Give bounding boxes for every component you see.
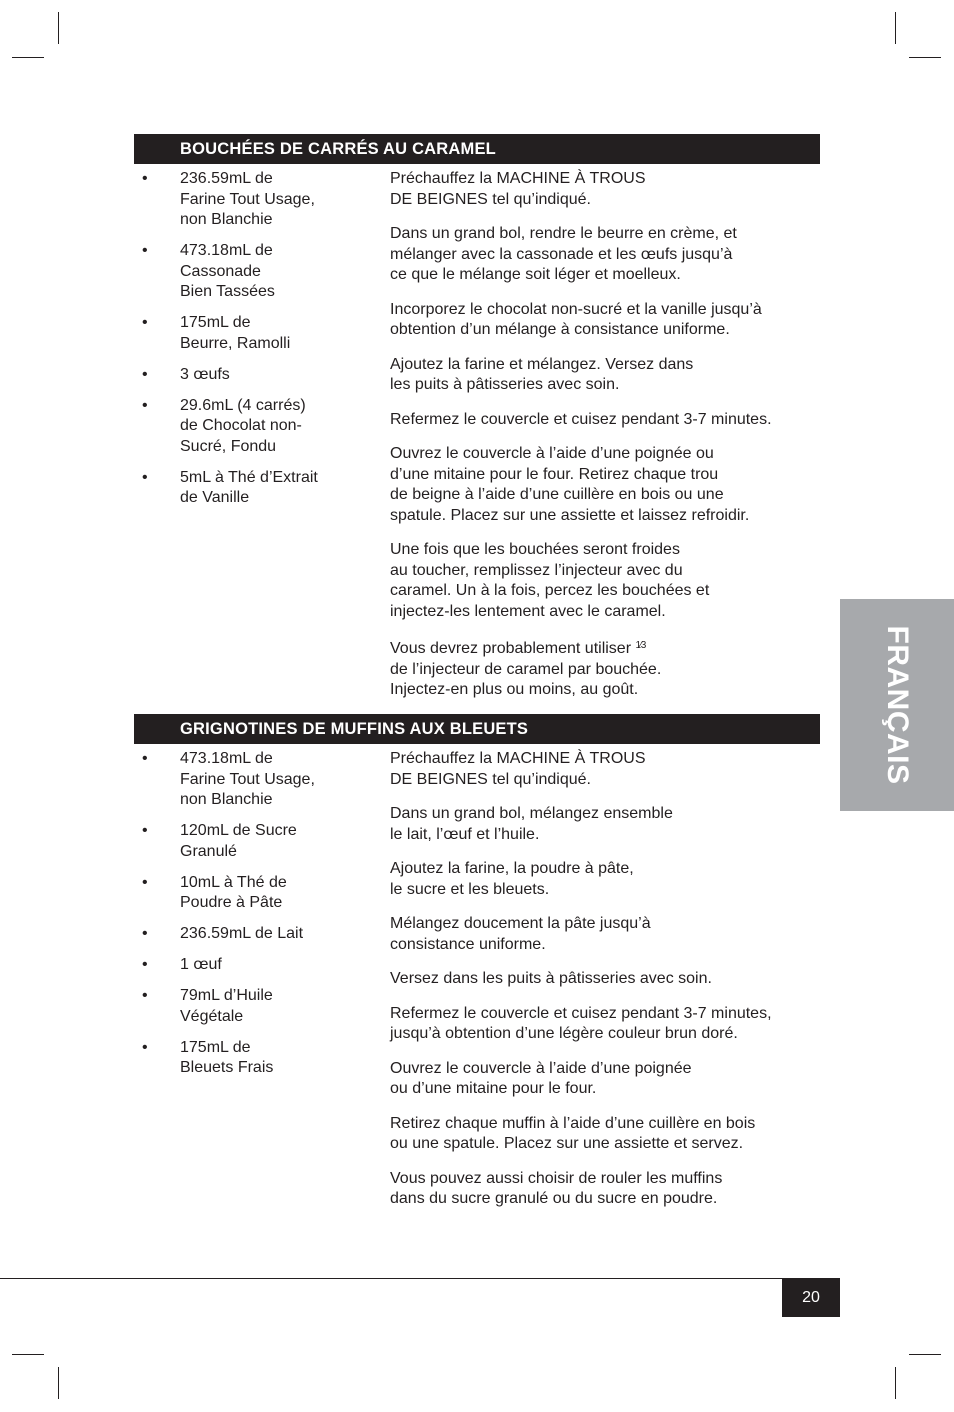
- instruction-step: Refermez le couvercle et cuisez pendant 3-7 minutes.: [390, 410, 772, 428]
- instruction-step: Dans un grand bol, rendre le beurre en crème, et mélanger avec la cassonade et les œufs jusqu’à ce que le mélange soit léger et moelleux.: [390, 225, 737, 283]
- ingredient-item: [134, 365, 374, 386]
- instruction-step: Vous pouvez aussi choisir de rouler les muffins dans du sucre granulé ou du sucre en poudre.: [390, 1169, 723, 1207]
- ingredient-text: 10mL à Thé de Poudre à Pâte: [180, 873, 287, 911]
- ingredient-text: 29.6mL (4 carrés) de Chocolat non- Sucré, Fondu: [180, 396, 306, 455]
- ingredient-text: 3 œufs: [180, 365, 230, 383]
- crop-mark: [58, 12, 59, 44]
- ingredient-item: [134, 396, 374, 458]
- ingredient-item: [134, 873, 374, 914]
- crop-mark: [12, 57, 44, 58]
- language-tab: [840, 599, 954, 811]
- crop-mark: [895, 1367, 896, 1399]
- ingredient-list: [134, 169, 374, 519]
- bullet-icon: •: [142, 873, 148, 891]
- ingredient-text: 236.59mL de Lait: [180, 925, 304, 942]
- ingredient-item: [134, 955, 374, 976]
- crop-mark: [909, 57, 941, 58]
- page-number: 20: [782, 1278, 840, 1317]
- ingredient-text: 236.59mL de Farine Tout Usage, non Blanchie: [180, 170, 315, 228]
- crop-mark: [909, 1354, 941, 1355]
- ingredient-item: [134, 924, 374, 945]
- bullet-icon: •: [142, 314, 148, 331]
- instruction-step: Mélangez doucement la pâte jusqu’à consistance uniforme.: [390, 915, 651, 953]
- instruction-step: [390, 636, 830, 701]
- ingredient-item: [134, 986, 374, 1027]
- instruction-step: Ouvrez le couvercle à l’aide d’une poignée ou d’une mitaine pour le four. Retirez chaque trou de beigne à l’aide d’une cuillère en bois ou une spatule. Placez sur une assiette et laissez refroidir.: [390, 445, 750, 524]
- instruction-step: Préchauffez la MACHINE À TROUS DE BEIGNES tel qu’indiqué.: [390, 750, 646, 788]
- crop-mark: [58, 1367, 59, 1399]
- ingredient-text: 120mL de Sucre Granulé: [180, 822, 297, 860]
- bullet-icon: •: [142, 170, 148, 187]
- ingredient-text: 175mL de Beurre, Ramolli: [180, 314, 291, 352]
- ingredient-list: [134, 749, 374, 1089]
- bullet-icon: •: [142, 987, 148, 1004]
- bullet-icon: •: [142, 242, 148, 259]
- ingredient-item: [134, 1038, 374, 1079]
- bullet-icon: •: [142, 925, 148, 942]
- footer-rule: [0, 1278, 840, 1279]
- recipe-title: BOUCHÉES DE CARRÉS AU CARAMEL: [134, 134, 820, 164]
- instruction-step: Incorporez le chocolat non-sucré et la vanille jusqu’à obtention d’un mélange à consistance uniforme.: [390, 300, 762, 338]
- ingredient-text: 473.18mL de Farine Tout Usage, non Blanchie: [180, 750, 315, 808]
- bullet-icon: •: [142, 468, 148, 486]
- instruction-step: Refermez le couvercle et cuisez pendant 3-7 minutes, jusqu’à obtention d’une légère couleur brun doré.: [390, 1004, 772, 1042]
- bullet-icon: •: [142, 750, 148, 767]
- ingredient-text: 1 œuf: [180, 956, 222, 973]
- instruction-step: Une fois que les bouchées seront froides au toucher, remplissez l’injecteur avec du caramel. Un à la fois, percez les bouchées et injectez-les lentement avec le caramel.: [390, 541, 710, 620]
- ingredient-text: 473.18mL de Cassonade Bien Tassées: [180, 242, 275, 300]
- instruction-step: Retirez chaque muffin à l’aide d’une cuillère en bois ou une spatule. Placez sur une assiette et servez.: [390, 1114, 756, 1152]
- recipe-title: GRIGNOTINES DE MUFFINS AUX BLEUETS: [134, 714, 820, 744]
- ingredient-item: [134, 821, 374, 862]
- step-text: de l’injecteur de caramel par bouchée. Injectez-en plus ou moins, au goût.: [390, 660, 662, 698]
- ingredient-item: [134, 241, 374, 303]
- instruction-step: Versez dans les puits à pâtisseries avec soin.: [390, 970, 712, 987]
- bullet-icon: •: [142, 822, 148, 839]
- instruction-step: Préchauffez la MACHINE À TROUS DE BEIGNES tel qu’indiqué.: [390, 170, 646, 208]
- instruction-step: Dans un grand bol, mélangez ensemble le lait, l’œuf et l’huile.: [390, 805, 673, 843]
- ingredient-item: [134, 313, 374, 354]
- ingredient-text: 175mL de Bleuets Frais: [180, 1038, 274, 1076]
- bullet-icon: •: [142, 1038, 148, 1056]
- bullet-icon: •: [142, 365, 148, 383]
- instruction-step: Ajoutez la farine, la poudre à pâte, le sucre et les bleuets.: [390, 860, 634, 898]
- ingredient-item: [134, 749, 374, 811]
- bullet-icon: •: [142, 956, 148, 973]
- fraction: 1⁄3: [635, 640, 646, 651]
- language-tab-label: FRANÇAIS: [881, 625, 914, 785]
- instruction-step: Ouvrez le couvercle à l’aide d’une poignée ou d’une mitaine pour le four.: [390, 1059, 692, 1097]
- bullet-icon: •: [142, 396, 148, 414]
- instruction-list: [390, 169, 830, 715]
- crop-mark: [12, 1354, 44, 1355]
- crop-mark: [895, 12, 896, 44]
- step-text: Vous devrez probablement utiliser: [390, 640, 636, 657]
- ingredient-item: [134, 468, 374, 509]
- instruction-list: [390, 749, 830, 1224]
- instruction-step: Ajoutez la farine et mélangez. Versez dans les puits à pâtisseries avec soin.: [390, 355, 694, 393]
- ingredient-item: [134, 169, 374, 231]
- ingredient-text: 79mL d’Huile Végétale: [180, 987, 273, 1025]
- ingredient-text: 5mL à Thé d’Extrait de Vanille: [180, 468, 318, 506]
